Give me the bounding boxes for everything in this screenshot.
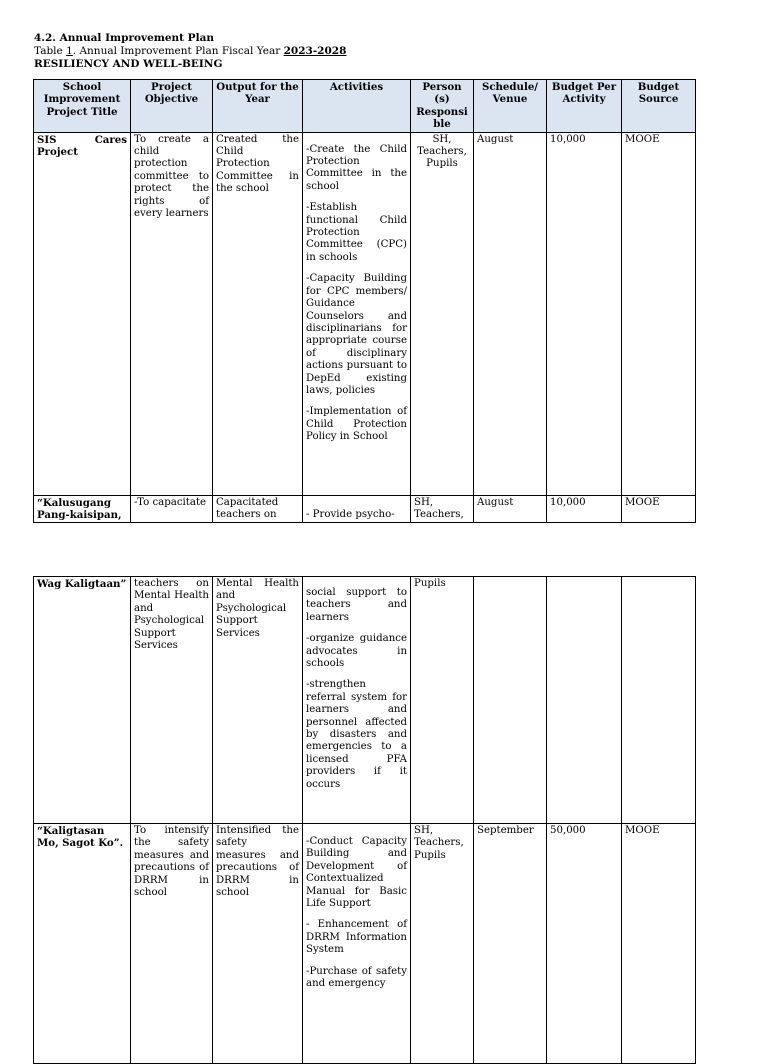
- schedule-venue: September: [474, 824, 547, 1064]
- project-title: SIS Cares Project: [34, 132, 131, 495]
- project-output: Capacitated teachers on: [213, 495, 303, 523]
- project-output: Intensified the safety measures and precautions of DRRM in school: [213, 824, 303, 1064]
- project-title: “Kaligtasan Mo, Sagot Ko”.: [34, 824, 131, 1064]
- project-objective: To intensify the safety measures and precautions of DRRM in school: [131, 824, 213, 1064]
- project-activities: - Provide psycho-: [303, 495, 411, 523]
- project-title: Wag Kaligtaan”: [34, 577, 131, 824]
- project-title: “Kalusugang Pang-kaisipan,: [34, 495, 131, 523]
- schedule-venue: August: [474, 495, 547, 523]
- improvement-plan-table-part1: [33, 79, 696, 523]
- budget-per-activity: [547, 577, 622, 824]
- budget-source: MOOE: [622, 132, 696, 495]
- col-header-person: Person (s) Responsi ble: [411, 80, 474, 133]
- activity-item: social support to teachers and learners: [306, 587, 407, 623]
- project-output: Created the Child Protection Committee in the school: [213, 132, 303, 495]
- col-header-activities: Activities: [303, 80, 411, 133]
- person-responsible: SH, Teachers,: [411, 495, 474, 523]
- budget-source: MOOE: [622, 495, 696, 523]
- fiscal-year: 2023-2028: [283, 45, 347, 57]
- table-number: 1: [66, 45, 73, 57]
- person-responsible: SH, Teachers, Pupils: [411, 824, 474, 1064]
- table-title: . Annual Improvement Plan Fiscal Year: [72, 45, 284, 57]
- activity-item: -Purchase of safety and emergency: [306, 965, 407, 990]
- activity-item: -Establish functional Child Protection Committee (CPC) in schools: [306, 202, 407, 263]
- activity-item: -organize guidance advocates in schools: [306, 633, 407, 670]
- project-objective: teachers on Mental Health and Psychological Support Services: [131, 577, 213, 824]
- table-row: [34, 495, 696, 523]
- activity-item: -Capacity Building for CPC members/ Guidance Counselors and disciplinarians for appropriate course of disciplinary actions pursuant to DepEd existing laws, policies: [306, 273, 407, 396]
- col-header-schedule: Schedule/ Venue: [474, 80, 547, 133]
- activity-item: -Create the Child Protection Committee in the school: [306, 143, 407, 192]
- project-activities: [303, 824, 411, 1064]
- table-row: [34, 577, 696, 824]
- budget-source: MOOE: [622, 824, 696, 1064]
- budget-per-activity: 10,000: [547, 132, 622, 495]
- improvement-plan-table-part2: [33, 576, 696, 1064]
- col-header-objective: Project Objective: [131, 80, 213, 133]
- table-row: [34, 824, 696, 1064]
- project-objective: To create a child protection committee to protect the rights of every learners: [131, 132, 213, 495]
- activity-item: - Enhancement of DRRM Information System: [306, 919, 407, 956]
- budget-per-activity: 50,000: [547, 824, 622, 1064]
- activity-item: -Conduct Capacity Building and Development of Contextualized Manual for Basic Life Support: [306, 836, 407, 910]
- budget-per-activity: 10,000: [547, 495, 622, 523]
- table-row: [34, 132, 696, 495]
- activity-item: -Implementation of Child Protection Policy in School: [306, 406, 407, 443]
- category-heading: RESILIENCY AND WELL-BEING: [34, 58, 223, 70]
- project-output: Mental Health and Psychological Support Services: [213, 577, 303, 824]
- col-header-output: Output for the Year: [213, 80, 303, 133]
- col-header-source: Budget Source: [622, 80, 696, 133]
- project-activities: [303, 577, 411, 824]
- project-objective: -To capacitate: [131, 495, 213, 523]
- table-prefix: Table: [34, 45, 67, 57]
- person-responsible: Pupils: [411, 577, 474, 824]
- schedule-venue: [474, 577, 547, 824]
- activity-item: -strengthen referral system for learners and personnel affected by disasters and emergencies to a licensed PFA providers if it occurs: [306, 679, 407, 790]
- budget-source: [622, 577, 696, 824]
- schedule-venue: August: [474, 132, 547, 495]
- col-header-title: School Improvement Project Title: [34, 80, 131, 133]
- section-heading: 4.2. Annual Improvement Plan: [34, 32, 215, 44]
- table-caption: [34, 45, 346, 57]
- project-activities: [303, 132, 411, 495]
- person-responsible: SH, Teachers, Pupils: [411, 132, 474, 495]
- header-row: [34, 80, 696, 133]
- col-header-budget: Budget Per Activity: [547, 80, 622, 133]
